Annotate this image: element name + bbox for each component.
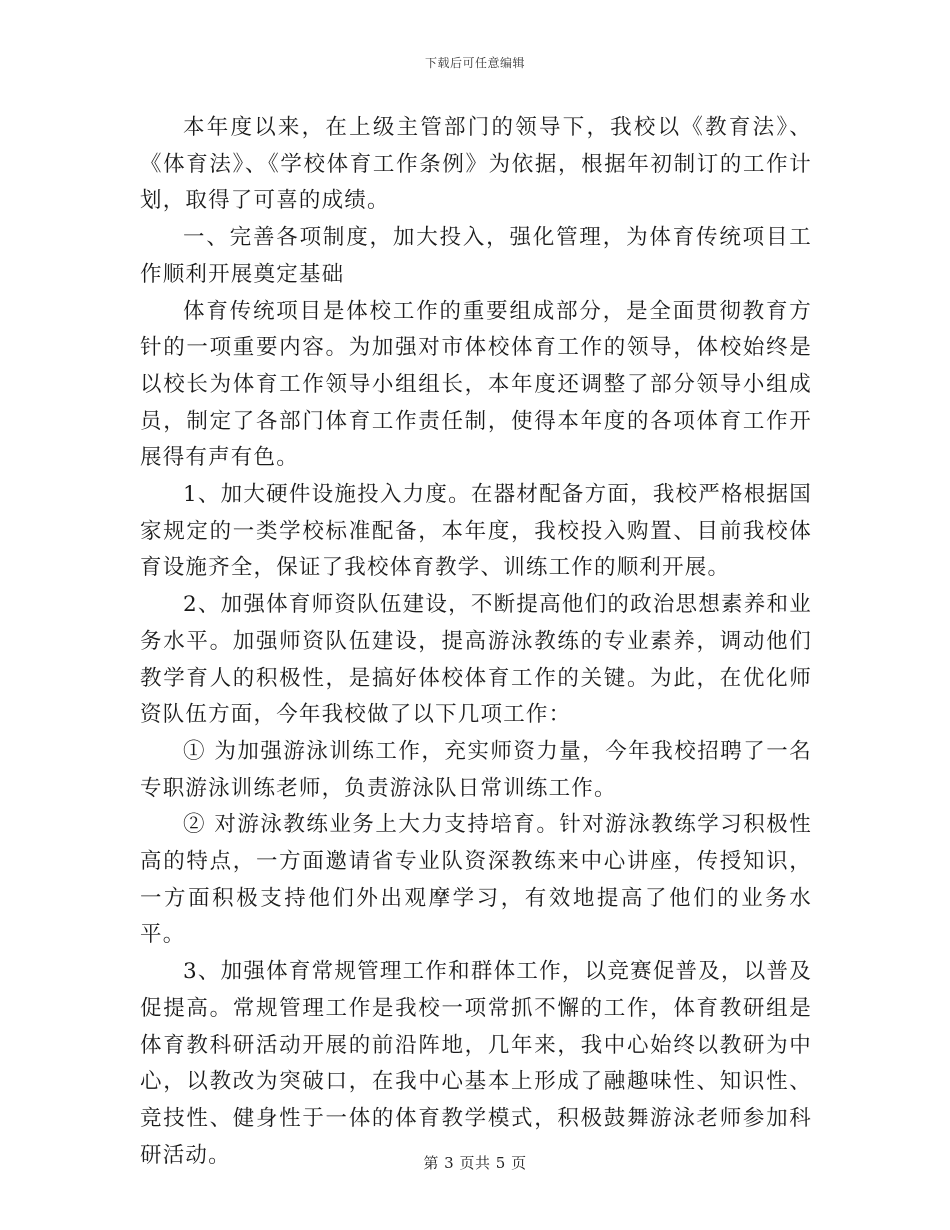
document-body bbox=[140, 110, 812, 1174]
page-footer: 第 3 页共 5 页 bbox=[423, 1154, 527, 1172]
paragraph-subitem-2: ② 对游泳教练业务上大力支持培育。针对游泳教练学习积极性高的特点，一方面邀请省专业队资深教练来中心讲座，传授知识，一方面积极支持他们外出观摩学习，有效地提高了他们的业务水平。 bbox=[140, 812, 812, 948]
page-header: 下载后可任意编辑 bbox=[424, 56, 525, 70]
paragraph-item-3-management: 3、加强体育常规管理工作和群体工作，以竞赛促普及，以普及促提高。常规管理工作是我校一项常抓不懈的工作，体育教研组是体育教科研活动开展的前沿阵地，几年来，我中心始终以教研为中心，以教改为突破口，在我中心基本上形成了融趣味性、知识性、竞技性、健身性于一体的体育教学模式，积极鼓舞游泳老师参加科研活动。 bbox=[140, 959, 812, 1168]
paragraph-traditional-projects: 体育传统项目是体校工作的重要组成部分，是全面贯彻教育方针的一项重要内容。为加强对市体校体育工作的领导，体校始终是以校长为体育工作领导小组组长，本年度还调整了部分领导小组成员，制定了各部门体育工作责任制，使得本年度的各项体育工作开展得有声有色。 bbox=[140, 298, 812, 471]
paragraph-item-1-hardware: 1、加大硬件设施投入力度。在器材配备方面，我校严格根据国家规定的一类学校标准配备，本年度，我校投入购置、目前我校体育设施齐全，保证了我校体育教学、训练工作的顺利开展。 bbox=[140, 482, 812, 581]
paragraph-intro: 本年度以来，在上级主管部门的领导下，我校以《教育法》、《体育法》、《学校体育工作条例》为依据，根据年初制订的工作计划，取得了可喜的成绩。 bbox=[140, 115, 812, 214]
paragraph-subitem-1: ① 为加强游泳训练工作，充实师资力量，今年我校招聘了一名专职游泳训练老师，负责游泳队日常训练工作。 bbox=[140, 738, 812, 801]
section-heading-1: 一、完善各项制度，加大投入，强化管理，为体育传统项目工作顺利开展奠定基础 bbox=[140, 225, 812, 287]
paragraph-item-2-teachers: 2、加强体育师资队伍建设，不断提高他们的政治思想素养和业务水平。加强师资队伍建设，提高游泳教练的专业素养，调动他们教学育人的积极性，是搞好体校体育工作的关键。为此，在优化师资队伍方面，今年我校做了以下几项工作： bbox=[140, 592, 812, 728]
